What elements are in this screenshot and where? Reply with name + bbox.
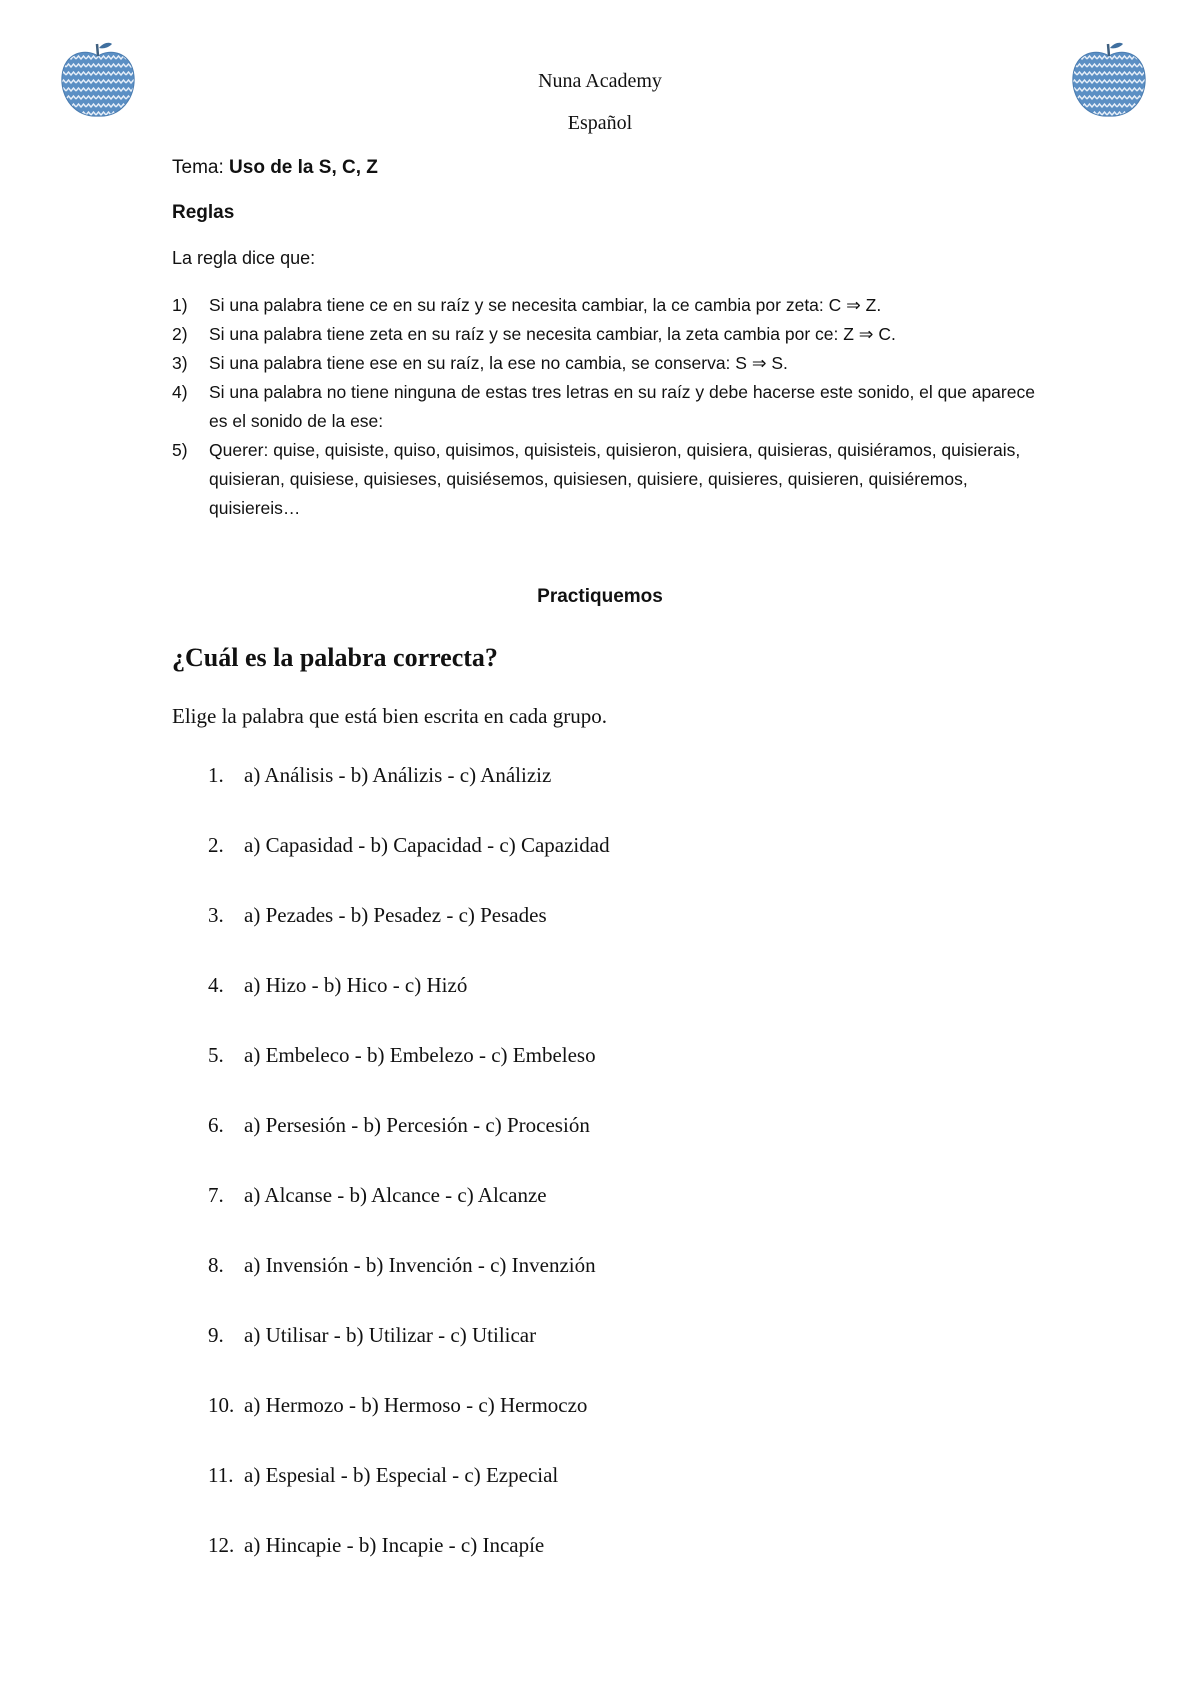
organization-name: Nuna Academy [538, 70, 662, 92]
exercise-number: 11. [208, 1463, 234, 1487]
exercise-number: 4. [208, 973, 224, 997]
rules-list [172, 291, 1052, 523]
exercise-options: a) Invensión - b) Invención - c) Invenzión [244, 1253, 596, 1277]
exercise-options: a) Hermozo - b) Hermoso - c) Hermoczo [244, 1393, 588, 1417]
exercise-item [208, 1460, 610, 1530]
rule-text: Querer: quise, quisiste, quiso, quisimos, quisisteis, quisieron, quisiera, quisieras, quisiéramos, quisierais, quisieran, quisiese, quisieses, quisiésemos, quisiesen, quisiere, quisieres, quisieren, quisiéremos, quisiereis… [209, 440, 1021, 518]
rule-text: Si una palabra tiene ese en su raíz, la ese no cambia, se conserva: S ⇒ S. [209, 353, 788, 373]
exercise-number: 10. [208, 1393, 235, 1417]
exercise-number: 9. [208, 1323, 224, 1347]
exercise-options: a) Utilisar - b) Utilizar - c) Utilicar [244, 1323, 537, 1347]
rules-heading: Reglas [172, 202, 235, 223]
exercise-number: 5. [208, 1043, 224, 1067]
exercise-number: 1. [208, 763, 224, 787]
rule-text: Si una palabra no tiene ninguna de estas tres letras en su raíz y debe hacerse este sonido, el que aparece es el sonido de la ese: [209, 382, 1035, 431]
rule-text: Si una palabra tiene ce en su raíz y se necesita cambiar, la ce cambia por zeta: C ⇒ Z. [209, 295, 882, 315]
topic-value: Uso de la S, C, Z [229, 157, 378, 178]
exercise-list [208, 760, 610, 1600]
exercise-item [208, 1180, 610, 1250]
question-heading: ¿Cuál es la palabra correcta? [172, 643, 498, 672]
rules-intro: La regla dice que: [172, 248, 316, 268]
exercise-item [208, 1040, 610, 1110]
rule-item [172, 291, 1052, 320]
exercise-item [208, 1320, 610, 1390]
rule-item [172, 320, 1052, 349]
rule-number: 2) [172, 324, 188, 344]
practice-heading: Practiquemos [537, 586, 663, 607]
rule-number: 4) [172, 382, 188, 402]
exercise-options: a) Hizo - b) Hico - c) Hizó [244, 973, 468, 997]
exercise-number: 2. [208, 833, 224, 857]
exercise-item [208, 970, 610, 1040]
exercise-number: 7. [208, 1183, 224, 1207]
exercise-number: 12. [208, 1533, 235, 1557]
exercise-options: a) Hincapie - b) Incapie - c) Incapíe [244, 1533, 545, 1557]
instruction-text: Elige la palabra que está bien escrita en cada grupo. [172, 704, 607, 728]
exercise-options: a) Pezades - b) Pesadez - c) Pesades [244, 903, 547, 927]
exercise-item [208, 760, 610, 830]
exercise-options: a) Persesión - b) Percesión - c) Procesión [244, 1113, 590, 1137]
rule-item [172, 436, 1052, 523]
exercise-options: a) Capasidad - b) Capacidad - c) Capazidad [244, 833, 610, 857]
topic-label: Tema: [172, 157, 224, 178]
subject-name: Español [567, 112, 633, 134]
exercise-options: a) Alcanse - b) Alcance - c) Alcanze [244, 1183, 547, 1207]
rule-item [172, 349, 1052, 378]
exercise-number: 3. [208, 903, 224, 927]
exercise-number: 6. [208, 1113, 224, 1137]
exercise-options: a) Espesial - b) Especial - c) Ezpecial [244, 1463, 559, 1487]
exercise-item [208, 900, 610, 970]
rule-number: 3) [172, 353, 188, 373]
rule-number: 5) [172, 440, 188, 460]
exercise-item [208, 1530, 610, 1600]
exercise-item [208, 1110, 610, 1180]
exercise-options: a) Embeleco - b) Embelezo - c) Embeleso [244, 1043, 596, 1067]
rule-item [172, 378, 1052, 436]
rule-number: 1) [172, 295, 188, 315]
rule-text: Si una palabra tiene zeta en su raíz y se necesita cambiar, la zeta cambia por ce: Z ⇒ C. [209, 324, 896, 344]
exercise-item [208, 830, 610, 900]
exercise-item [208, 1250, 610, 1320]
topic-line [172, 157, 378, 179]
exercise-item [208, 1390, 610, 1460]
exercise-options: a) Análisis - b) Análizis - c) Análiziz [244, 763, 552, 787]
exercise-number: 8. [208, 1253, 224, 1277]
